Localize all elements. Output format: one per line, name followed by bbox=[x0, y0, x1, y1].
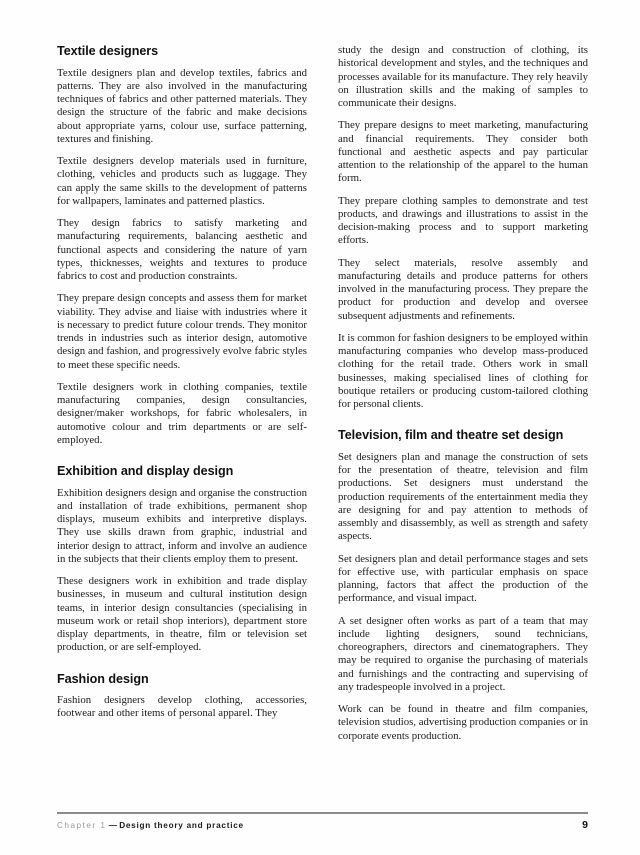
paragraph: Fashion designers develop clothing, accessories, footwear and other items of personal apparel. They bbox=[57, 694, 307, 720]
paragraph: They select materials, resolve assembly and manufacturing details and produce patterns for others involved in the manufacturing process. They prepare the product for production and develop and oversee subsequent adjustments and refinements. bbox=[338, 256, 588, 322]
paragraph: They prepare designs to meet marketing, manufacturing and financial requirements. They consider both functional and aesthetic aspects and pay particular attention to the relationship of the apparel to the human form. bbox=[338, 119, 588, 185]
section-heading-television-film-and-theatre-set-design: Television, film and theatre set design bbox=[338, 428, 564, 443]
footer-row bbox=[57, 819, 588, 831]
chapter-label: Chapter 1 bbox=[57, 821, 107, 830]
paragraph: Textile designers plan and develop textiles, fabrics and patterns. They are also involved in the manufacturing techniques of fabrics and other patterned materials. They design the structure of the fabric and make decisions about appropriate yarns, colour use, surface patterning, textures and finishing. bbox=[57, 66, 307, 145]
paragraph: They prepare design concepts and assess them for market viability. They advise and liaise with industries where it is necessary to predict future colour trends. They monitor trends in industries such as interior design, automotive design and fashion, and progressively evolve fabric styles to meet these specific needs. bbox=[57, 292, 307, 371]
paragraph: It is common for fashion designers to be employed within manufacturing companies who develop mass-produced clothing for the retail trade. Others work in small businesses, making specialised lines of clothing for boutique retailers or producing custom-tailored clothing for personal clients. bbox=[338, 331, 588, 410]
page-number: 9 bbox=[582, 819, 588, 831]
left-column bbox=[57, 44, 307, 796]
section-heading-exhibition-and-display-design: Exhibition and display design bbox=[57, 464, 234, 478]
paragraph: Set designers plan and manage the construction of sets for the presentation of theatre, television and film productions. Set designers must understand the production requirements of the entertainment media they are designing for and pay attention to methods of assembly and disassembly, as well as strength and safety aspects. bbox=[338, 450, 588, 543]
section-heading-textile-designers: Textile designers bbox=[57, 44, 159, 58]
page-footer bbox=[57, 812, 588, 831]
paragraph: Textile designers work in clothing companies, textile manufacturing companies, design consultancies, designer/maker workshops, for fabric wholesalers, in automotive colour and trim departments or are self-employed. bbox=[57, 380, 307, 446]
paragraph: They prepare clothing samples to demonstrate and test products, and drawings and illustrations to assist in the decision-making process and to support marketing efforts. bbox=[338, 194, 588, 247]
paragraph: A set designer often works as part of a team that may include lighting designers, sound technicians, choreographers, directors and cinematographers. They may be required to organise the purchasing of materials and furnishings and the contracting and supervising of any tradespeople involved in a project. bbox=[338, 614, 588, 693]
right-column bbox=[338, 44, 588, 796]
chapter-dash: — bbox=[106, 821, 120, 830]
paragraph: Exhibition designers design and organise the construction and installation of trade exhibitions, permanent shop displays, museum exhibits and interpretive displays. They use skills drawn from graphic, industrial and interior design to attract, inform and involve an audience in the subjects that their clients employ them to present. bbox=[57, 486, 307, 565]
paragraph: Textile designers develop materials used in furniture, clothing, vehicles and products such as luggage. They can apply the same skills to the development of patterns for wallpapers, laminates and patterned plastics. bbox=[57, 155, 307, 207]
chapter-title: Design theory and practice bbox=[119, 821, 244, 830]
footer-chapter-info bbox=[57, 821, 244, 830]
paragraph: They design fabrics to satisfy marketing and manufacturing requirements, balancing aesthetic and functional aspects and considering the nature of yarn types, thicknesses, weights and textures to produce fabrics to cost and production constraints. bbox=[57, 217, 307, 282]
page-content-columns bbox=[57, 44, 588, 796]
footer-divider bbox=[57, 812, 588, 814]
section-heading-fashion-design: Fashion design bbox=[57, 671, 149, 686]
paragraph: Set designers plan and detail performance stages and sets for effective use, with particular emphasis on space planning, factors that affect the production of the performance, and visual impact. bbox=[338, 552, 588, 605]
paragraph: Work can be found in theatre and film companies, television studios, advertising production companies or in corporate events production. bbox=[338, 703, 588, 742]
paragraph: study the design and construction of clothing, its historical development and styles, and the techniques and processes available for its manufacture. They rely heavily on illustration skills and the making of samples to communicate their designs. bbox=[338, 44, 588, 109]
paragraph: These designers work in exhibition and trade display businesses, in museum and cultural institution design teams, in interior design consultancies (specialising in museum work or retail shop interiors), department store display departments, in theatre, film or television set production, or are self-employed. bbox=[57, 575, 307, 654]
